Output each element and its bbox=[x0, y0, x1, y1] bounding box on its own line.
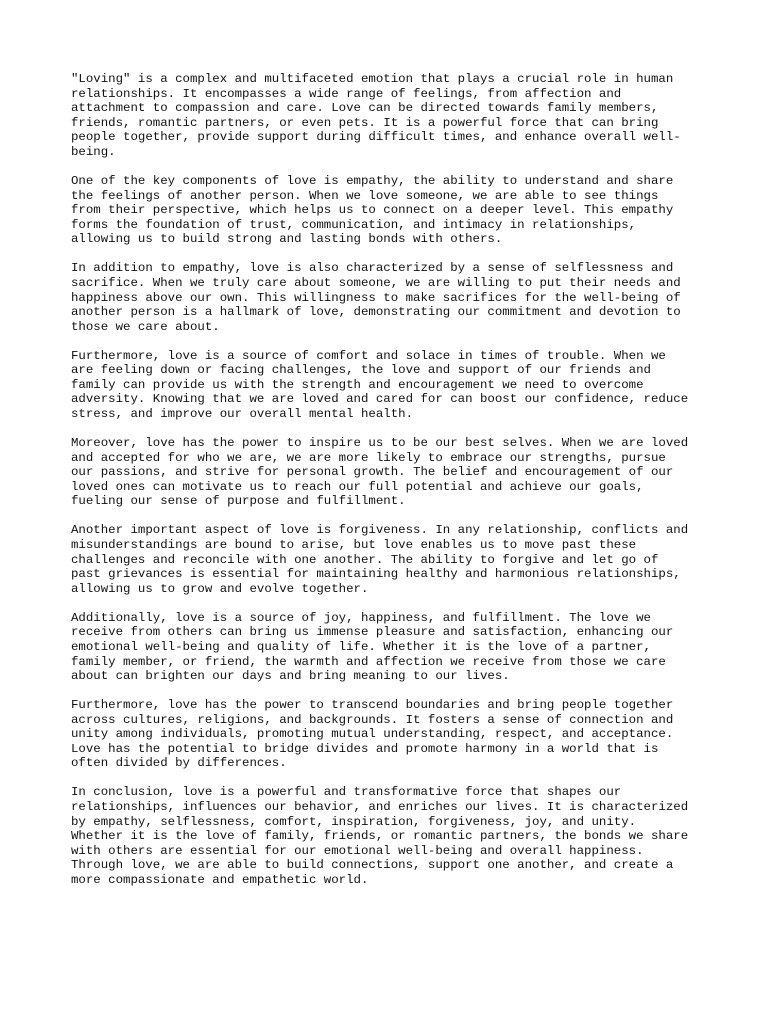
paragraph-inspiration: Moreover, love has the power to inspire us to be our best selves. When we are loved and accepted for who we are, we are more likely to embrace our strengths, pursue our passions, and strive for personal growth. The belief and encouragement of our loved ones can motivate us to reach our full potential and achieve our goals, fueling our sense of purpose and fulfillment. bbox=[71, 436, 689, 509]
paragraph-unity: Furthermore, love has the power to transcend boundaries and bring people together across cultures, religions, and backgrounds. It fosters a sense of connection and unity among individuals, promoting mutual understanding, respect, and acceptance. Love has the potential to bridge divides and promote harmony in a world that is often divided by differences. bbox=[71, 698, 674, 771]
paragraph-selflessness: In addition to empathy, love is also characterized by a sense of selflessness and sacrifice. When we truly care about someone, we are willing to put their needs and happiness above our own. This willingness to make sacrifices for the well-being of another person is a hallmark of love, demonstrating our commitment and devotion to those we care about. bbox=[71, 261, 681, 334]
paragraph-comfort: Furthermore, love is a source of comfort and solace in times of trouble. When we are feeling down or facing challenges, the love and support of our friends and family can provide us with the strength and encouragement we need to overcome adversity. Knowing that we are loved and cared for can boost our confidence, reduce stress, and improve our overall mental health. bbox=[71, 348, 689, 422]
paragraph-conclusion: In conclusion, love is a powerful and transformative force that shapes our relationships, influences our behavior, and enriches our lives. It is characterized by empathy, selflessness, comfort, inspiration, forgiveness, joy, and unity. Whether it is the love of family, friends, or romantic partners, the bonds we share with others are essential for our emotional well-being and overall happiness. Through love, we are able to build connections, support one another, and create a more compassionate and empathetic world. bbox=[71, 785, 689, 888]
paragraph-forgiveness: Another important aspect of love is forgiveness. In any relationship, conflicts and misunderstandings are bound to arise, but love enables us to move past these challenges and reconcile with one another. The ability to forgive and let go of past grievances is essential for maintaining healthy and harmonious relationships, allowing us to grow and evolve together. bbox=[71, 523, 689, 596]
paragraph-joy: Additionally, love is a source of joy, happiness, and fulfillment. The love we receive from others can bring us immense pleasure and satisfaction, enhancing our emotional well-being and quality of life. Whether it is the love of a partner, family member, or friend, the warmth and affection we receive from those we care about can brighten our days and bring meaning to our lives. bbox=[71, 610, 674, 684]
paragraph-empathy: One of the key components of love is empathy, the ability to understand and share the feelings of another person. When we love someone, we are able to see things from their perspective, which helps us to connect on a deeper level. This empathy forms the foundation of trust, communication, and intimacy in relationships, allowing us to build strong and lasting bonds with others. bbox=[71, 173, 674, 247]
paragraph-intro: "Loving" is a complex and multifaceted emotion that plays a crucial role in human relationships. It encompasses a wide range of feelings, from affection and attachment to compassion and care. Love can be directed towards family members, friends, romantic partners, or even pets. It is a powerful force that can bring people together, provide support during difficult times, and enhance overall well- being. bbox=[71, 72, 681, 159]
document-page bbox=[71, 72, 711, 902]
